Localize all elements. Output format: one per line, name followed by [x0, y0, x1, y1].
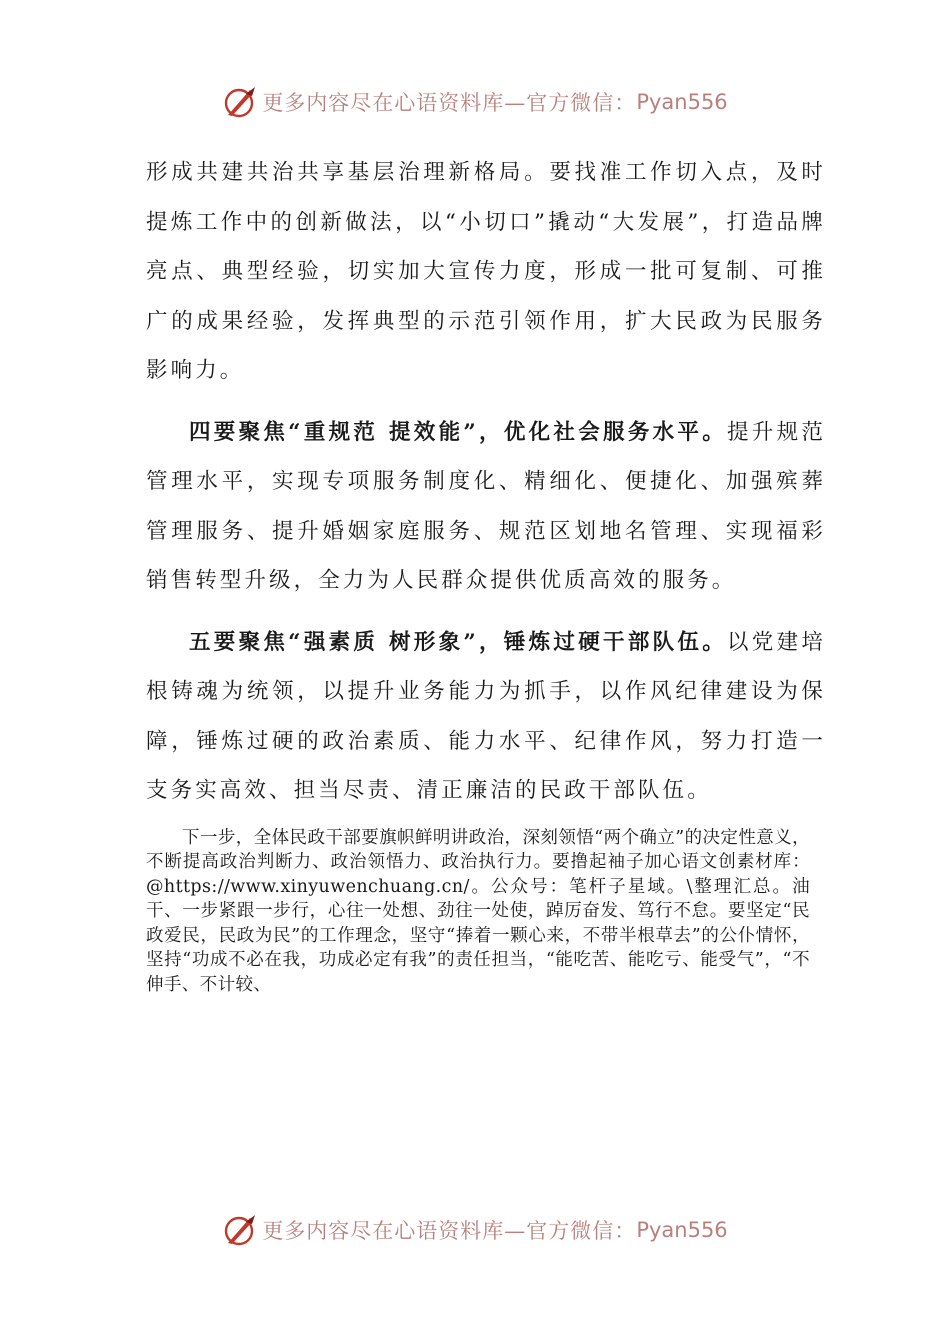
paragraph-3-body: 以党建培根铸魂为统领，以提升业务能力为抓手，以作风纪律建设为保障，锤炼过硬的政治素质、能力水平、纪律作风，努力打造一支务实高效、担当尽责、清正廉洁的民政干部队伍。 — [146, 629, 826, 803]
footer-banner-wechat-id: Pyan556 — [636, 1218, 728, 1242]
quill-logo-icon — [222, 1212, 258, 1248]
footer-banner — [0, 1208, 950, 1252]
document-body — [146, 148, 826, 998]
paragraph-3 — [146, 618, 826, 816]
banner-wechat-id: Pyan556 — [636, 90, 728, 114]
paragraph-2-body: 提升规范管理水平，实现专项服务制度化、精细化、便捷化、加强殡葬管理服务、提升婚姻家庭服务、规范区划地名管理、实现福彩销售转型升级，全力为人民群众提供优质高效的服务。 — [146, 419, 826, 593]
quill-logo-icon — [222, 84, 258, 120]
banner-title: 更多内容尽在心语资料库—官方微信： — [262, 91, 637, 115]
paragraph-2 — [146, 408, 826, 606]
paragraph-4: 下一步，全体民政干部要旗帜鲜明讲政治，深刻领悟“两个确立”的决定性意义，不断提高政治判断力、政治领悟力、政治执行力。要撸起袖子加心语文创素材库：@https://www.xinyuwenchuang.cn/。公众号：笔杆子星域。\整理汇总。油干、一步紧跟一步行，心往一处想、劲往一处使，踔厉奋发、笃行不怠。要坚定“民政爱民，民政为民”的工作理念，坚守“捧着一颗心来，不带半根草去”的公仆情怀，坚持“功成不必在我，功成必定有我”的责任担当，“能吃苦、能吃亏、能受气”，“不伸手、不计较、 — [146, 827, 810, 996]
paragraph-2-heading: 四要聚焦“重规范 提效能”，优化社会服务水平。 — [189, 419, 727, 445]
footer-banner-title: 更多内容尽在心语资料库—官方微信： — [262, 1219, 637, 1243]
paragraph-1: 形成共建共治共享基层治理新格局。要找准工作切入点，及时提炼工作中的创新做法，以“小切口”撬动“大发展”，打造品牌亮点、典型经验，切实加大宣传力度，形成一批可复制、可推广的成果经验，发挥典型的示范引领作用，扩大民政为民服务影响力。 — [146, 160, 826, 383]
paragraph-3-heading: 五要聚焦“强素质 树形象”，锤炼过硬干部队伍。 — [189, 629, 727, 655]
header-banner — [0, 80, 950, 124]
